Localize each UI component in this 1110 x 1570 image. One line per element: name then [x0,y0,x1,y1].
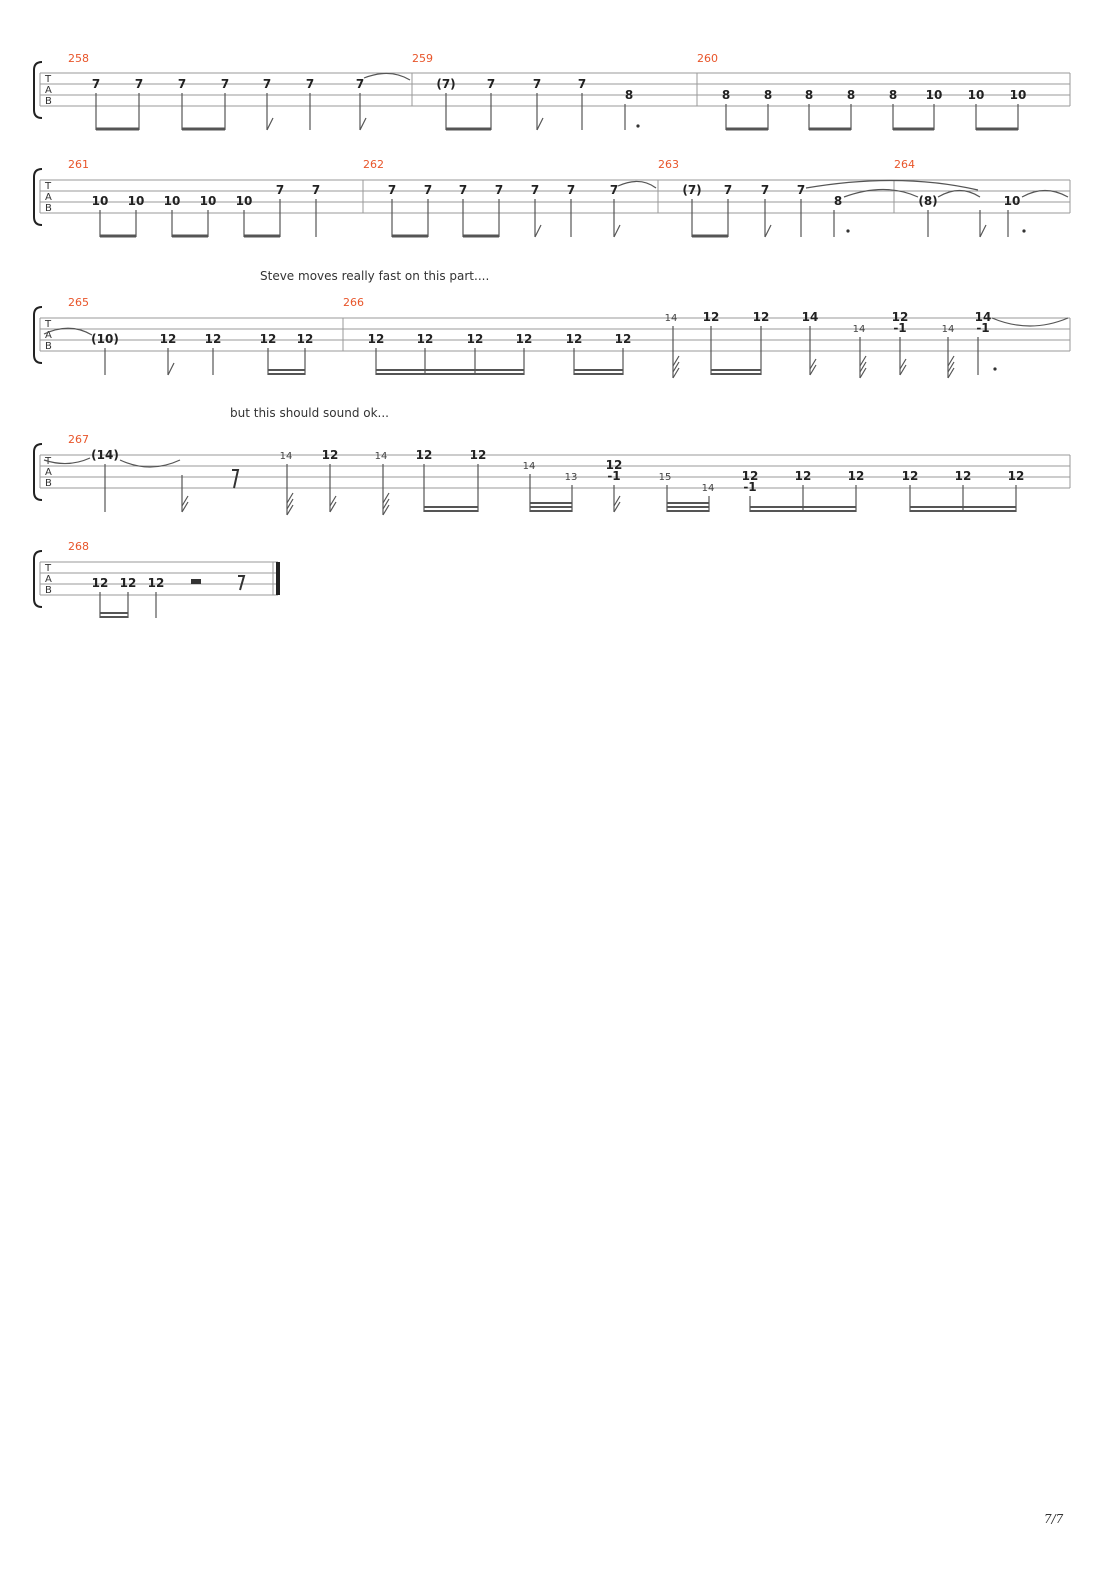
fret-note: 12 [565,332,583,346]
fret-numbers [92,183,1021,208]
measure-number: 263 [658,158,679,171]
tab-clef-b: B [45,585,52,596]
fret-numbers [92,576,165,590]
fret-numbers [91,310,991,346]
fret-note: 12 [416,332,434,346]
fret-note: 7 [760,183,770,197]
fret-note: 12 [794,469,812,483]
fret-note: 10 [199,194,217,208]
fret-note: 7 [609,183,619,197]
fret-note: 10 [163,194,181,208]
grace-note: 13 [564,472,578,483]
fret-note: 10 [1003,194,1021,208]
system-bracket [34,444,42,500]
fret-note: -1 [976,321,990,335]
measure-number: 260 [697,52,718,65]
tab-clef-b: B [45,203,52,214]
fret-note: 14 [801,310,819,324]
dot [846,229,849,232]
fret-note: 7 [796,183,806,197]
tab-clef-t: T [45,563,52,574]
fret-note: 12 [469,448,487,462]
fret-note: 12 [891,310,909,324]
fret-note: 7 [423,183,433,197]
fret-note: 7 [305,77,315,91]
measure-number: 261 [68,158,89,171]
grace-note: 14 [374,451,388,462]
measure-number: 268 [68,540,89,553]
fret-note: 12 [204,332,222,346]
fret-note: 12 [466,332,484,346]
fret-note: 7 [532,77,542,91]
fret-note: 12 [147,576,165,590]
fret-numbers [92,77,1027,102]
tab-clef-t: T [45,181,52,192]
fret-note: 7 [355,77,365,91]
fret-note: 12 [702,310,720,324]
measure-number: 266 [343,296,364,309]
fret-note: 12 [159,332,177,346]
fret-note: 7 [566,183,576,197]
fret-note: 8 [888,88,898,102]
tab-clef-a: A [45,467,52,478]
fret-note: 7 [177,77,187,91]
rhythm-stems [44,318,1068,378]
system-bracket [34,62,42,118]
grace-note: 15 [658,472,672,483]
fret-note: 12 [741,469,759,483]
page-number: 7/7 [1044,1512,1064,1526]
fret-note: 12 [321,448,339,462]
tab-clef-a: A [45,574,52,585]
fret-note: 12 [847,469,865,483]
fret-note: 12 [515,332,533,346]
fret-note: 12 [415,448,433,462]
fret-note: (7) [436,77,456,91]
fret-note: 7 [91,77,101,91]
fret-note: 10 [1009,88,1027,102]
fret-note: 12 [752,310,770,324]
final-barline [276,562,280,595]
tab-clef-a: A [45,330,52,341]
fret-note: 12 [296,332,314,346]
dot [993,367,996,370]
fret-note: -1 [893,321,907,335]
fret-note: 7 [577,77,587,91]
tab-clef-t: T [45,74,52,85]
tab-clef-t: T [45,319,52,330]
grace-note: 14 [852,324,866,335]
grace-note: 14 [522,461,536,472]
fret-note: 14 [974,310,992,324]
measure-number: 265 [68,296,89,309]
annotation-text: but this should sound ok... [230,406,389,420]
tab-clef-b: B [45,478,52,489]
fret-note: (14) [91,448,119,462]
fret-note: -1 [743,480,757,494]
fret-note: 12 [954,469,972,483]
grace-note: 14 [941,324,955,335]
measure-number: 258 [68,52,89,65]
fret-note: 7 [486,77,496,91]
fret-note: (7) [682,183,702,197]
fret-note: 12 [91,576,109,590]
measure-number: 262 [363,158,384,171]
fret-note: (10) [91,332,119,346]
fret-note: 7 [275,183,285,197]
fret-note: 12 [901,469,919,483]
measure-number: 267 [68,433,89,446]
tab-system-1 [40,73,1070,106]
fret-note: -1 [607,469,621,483]
rhythm-stems [96,73,1018,130]
fret-note: 7 [458,183,468,197]
fret-note: 10 [967,88,985,102]
system-bracket [34,551,42,607]
fret-note: 7 [220,77,230,91]
fret-note: (8) [918,194,938,208]
system-bracket [34,169,42,225]
fret-note: 10 [925,88,943,102]
fret-note: 8 [763,88,773,102]
rhythm-stems [100,180,1068,237]
fret-note: 8 [804,88,814,102]
fret-note: 12 [119,576,137,590]
tab-clef-b: B [45,96,52,107]
dot [636,124,639,127]
fret-note: 10 [127,194,145,208]
fret-note: 10 [91,194,109,208]
fret-note: 12 [605,458,623,472]
fret-note: 7 [311,183,321,197]
measure-number: 259 [412,52,433,65]
fret-note: 7 [134,77,144,91]
tab-system-3 [40,318,1070,351]
tab-clef-a: A [45,85,52,96]
tab-clef-b: B [45,341,52,352]
fret-note: 12 [614,332,632,346]
fret-note: 7 [262,77,272,91]
tab-clef-a: A [45,192,52,203]
measure-number: 264 [894,158,915,171]
fret-note: 7 [723,183,733,197]
system-bracket [34,307,42,363]
grace-note: 14 [279,451,293,462]
fret-note: 8 [721,88,731,102]
fret-note: 7 [387,183,397,197]
fret-note: 10 [235,194,253,208]
dot [1022,229,1025,232]
half-rest [191,579,201,584]
fret-note: 12 [367,332,385,346]
fret-note: 12 [1007,469,1025,483]
fret-note: 12 [259,332,277,346]
fret-note: 8 [846,88,856,102]
annotation-text: Steve moves really fast on this part.... [260,269,490,283]
grace-note: 14 [664,313,678,324]
grace-note: 14 [701,483,715,494]
fret-note: 7 [494,183,504,197]
fret-note: 7 [530,183,540,197]
fret-note: 8 [624,88,634,102]
tab-clef-t: T [45,456,52,467]
fret-note: 8 [833,194,843,208]
